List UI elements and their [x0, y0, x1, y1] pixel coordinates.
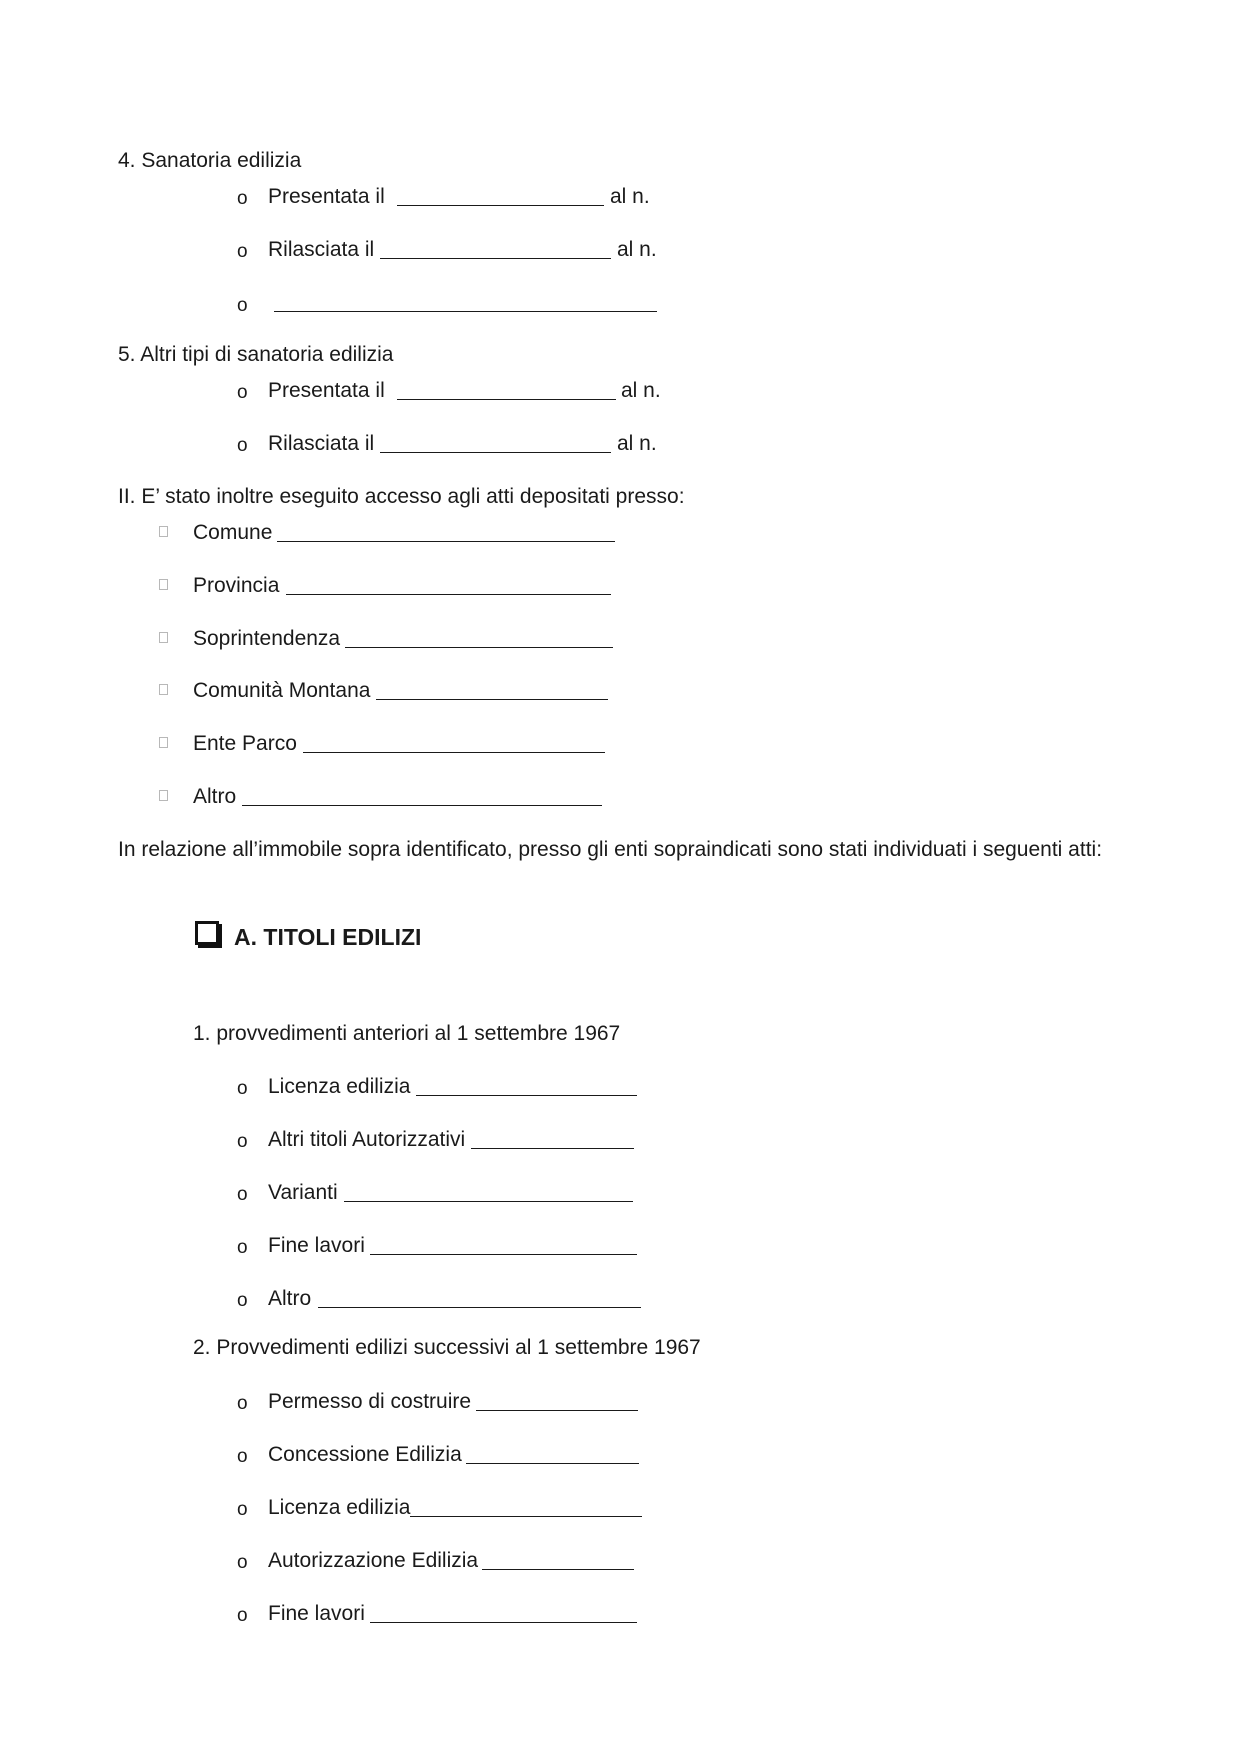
bullet-icon: o — [237, 1184, 248, 1205]
bullet-icon: o — [237, 382, 248, 403]
altro-label: Altro — [268, 1287, 312, 1310]
concessione-edilizia-field[interactable] — [466, 1463, 639, 1464]
section-a-checkbox-icon[interactable] — [195, 921, 219, 945]
rilasciata-label: Rilasciata il — [268, 432, 375, 455]
fine-lavori-field[interactable] — [370, 1622, 637, 1623]
sub2-title: 2. Provvedimenti edilizi successivi al 1 settembre 1967 — [193, 1336, 701, 1359]
checkbox-comune[interactable] — [159, 526, 168, 537]
al-n-label: al n. — [610, 185, 650, 208]
checkbox-altro[interactable] — [159, 790, 168, 801]
sub1-title: 1. provvedimenti anteriori al 1 settembre 1967 — [193, 1022, 621, 1045]
bullet-icon: o — [237, 1446, 248, 1467]
fine-lavori-label: Fine lavori — [268, 1602, 365, 1625]
presentata-label: Presentata il — [268, 185, 385, 208]
fine-lavori-field[interactable] — [370, 1254, 637, 1255]
licenza-edilizia-field[interactable] — [416, 1095, 637, 1096]
bullet-icon: o — [237, 1131, 248, 1152]
checkbox-ente-parco[interactable] — [159, 737, 168, 748]
autorizzazione-edilizia-field[interactable] — [482, 1569, 634, 1570]
varianti-field[interactable] — [344, 1201, 633, 1202]
altro-field[interactable] — [242, 805, 602, 806]
fine-lavori-label: Fine lavori — [268, 1234, 365, 1257]
relation-text: In relazione all’immobile sopra identificato, presso gli enti sopraindicati sono stati individuati i seguenti atti: — [118, 838, 1103, 861]
permesso-costruire-label: Permesso di costruire — [268, 1390, 472, 1413]
bullet-icon: o — [237, 1605, 248, 1626]
section-ii-title: II. E’ stato inoltre eseguito accesso agli atti depositati presso: — [118, 485, 685, 508]
bullet-icon: o — [237, 1290, 248, 1311]
al-n-label: al n. — [621, 379, 661, 402]
presentata-label: Presentata il — [268, 379, 385, 402]
comunita-montana-field[interactable] — [376, 699, 608, 700]
section-5-title: 5. Altri tipi di sanatoria edilizia — [118, 343, 394, 366]
altro-label: Altro — [193, 785, 237, 808]
bullet-icon: o — [237, 241, 248, 262]
bullet-icon: o — [237, 188, 248, 209]
bullet-icon: o — [237, 1078, 248, 1099]
section-4-title: 4. Sanatoria edilizia — [118, 149, 302, 172]
provincia-label: Provincia — [193, 574, 280, 597]
rilasciata-date-field[interactable] — [380, 258, 611, 259]
concessione-edilizia-label: Concessione Edilizia — [268, 1443, 462, 1466]
bullet-icon: o — [237, 1499, 248, 1520]
licenza-edilizia-label: Licenza edilizia — [268, 1075, 411, 1098]
autorizzazione-edilizia-label: Autorizzazione Edilizia — [268, 1549, 479, 1572]
bullet-icon: o — [237, 1237, 248, 1258]
presentata-date-field[interactable] — [397, 399, 616, 400]
altro-field[interactable] — [318, 1307, 641, 1308]
permesso-costruire-field[interactable] — [476, 1410, 638, 1411]
checkbox-provincia[interactable] — [159, 579, 168, 590]
varianti-label: Varianti — [268, 1181, 338, 1204]
altri-titoli-field[interactable] — [471, 1148, 634, 1149]
licenza-edilizia-label: Licenza edilizia — [268, 1496, 411, 1519]
altri-titoli-label: Altri titoli Autorizzativi — [268, 1128, 466, 1151]
comune-field[interactable] — [277, 541, 615, 542]
presentata-date-field[interactable] — [397, 205, 604, 206]
checkbox-comunita-montana[interactable] — [159, 684, 168, 695]
comunita-montana-label: Comunità Montana — [193, 679, 371, 702]
soprintendenza-label: Soprintendenza — [193, 627, 341, 650]
provincia-field[interactable] — [286, 594, 611, 595]
checkbox-soprintendenza[interactable] — [159, 632, 168, 643]
blank-field[interactable] — [274, 311, 657, 312]
licenza-edilizia-field[interactable] — [410, 1516, 642, 1517]
comune-label: Comune — [193, 521, 273, 544]
ente-parco-field[interactable] — [303, 752, 605, 753]
al-n-label: al n. — [617, 432, 657, 455]
rilasciata-label: Rilasciata il — [268, 238, 375, 261]
al-n-label: al n. — [617, 238, 657, 261]
ente-parco-label: Ente Parco — [193, 732, 297, 755]
soprintendenza-field[interactable] — [345, 647, 613, 648]
section-a-heading: A. TITOLI EDILIZI — [234, 924, 422, 950]
bullet-icon: o — [237, 295, 248, 316]
bullet-icon: o — [237, 1552, 248, 1573]
bullet-icon: o — [237, 1393, 248, 1414]
bullet-icon: o — [237, 435, 248, 456]
rilasciata-date-field[interactable] — [380, 452, 611, 453]
